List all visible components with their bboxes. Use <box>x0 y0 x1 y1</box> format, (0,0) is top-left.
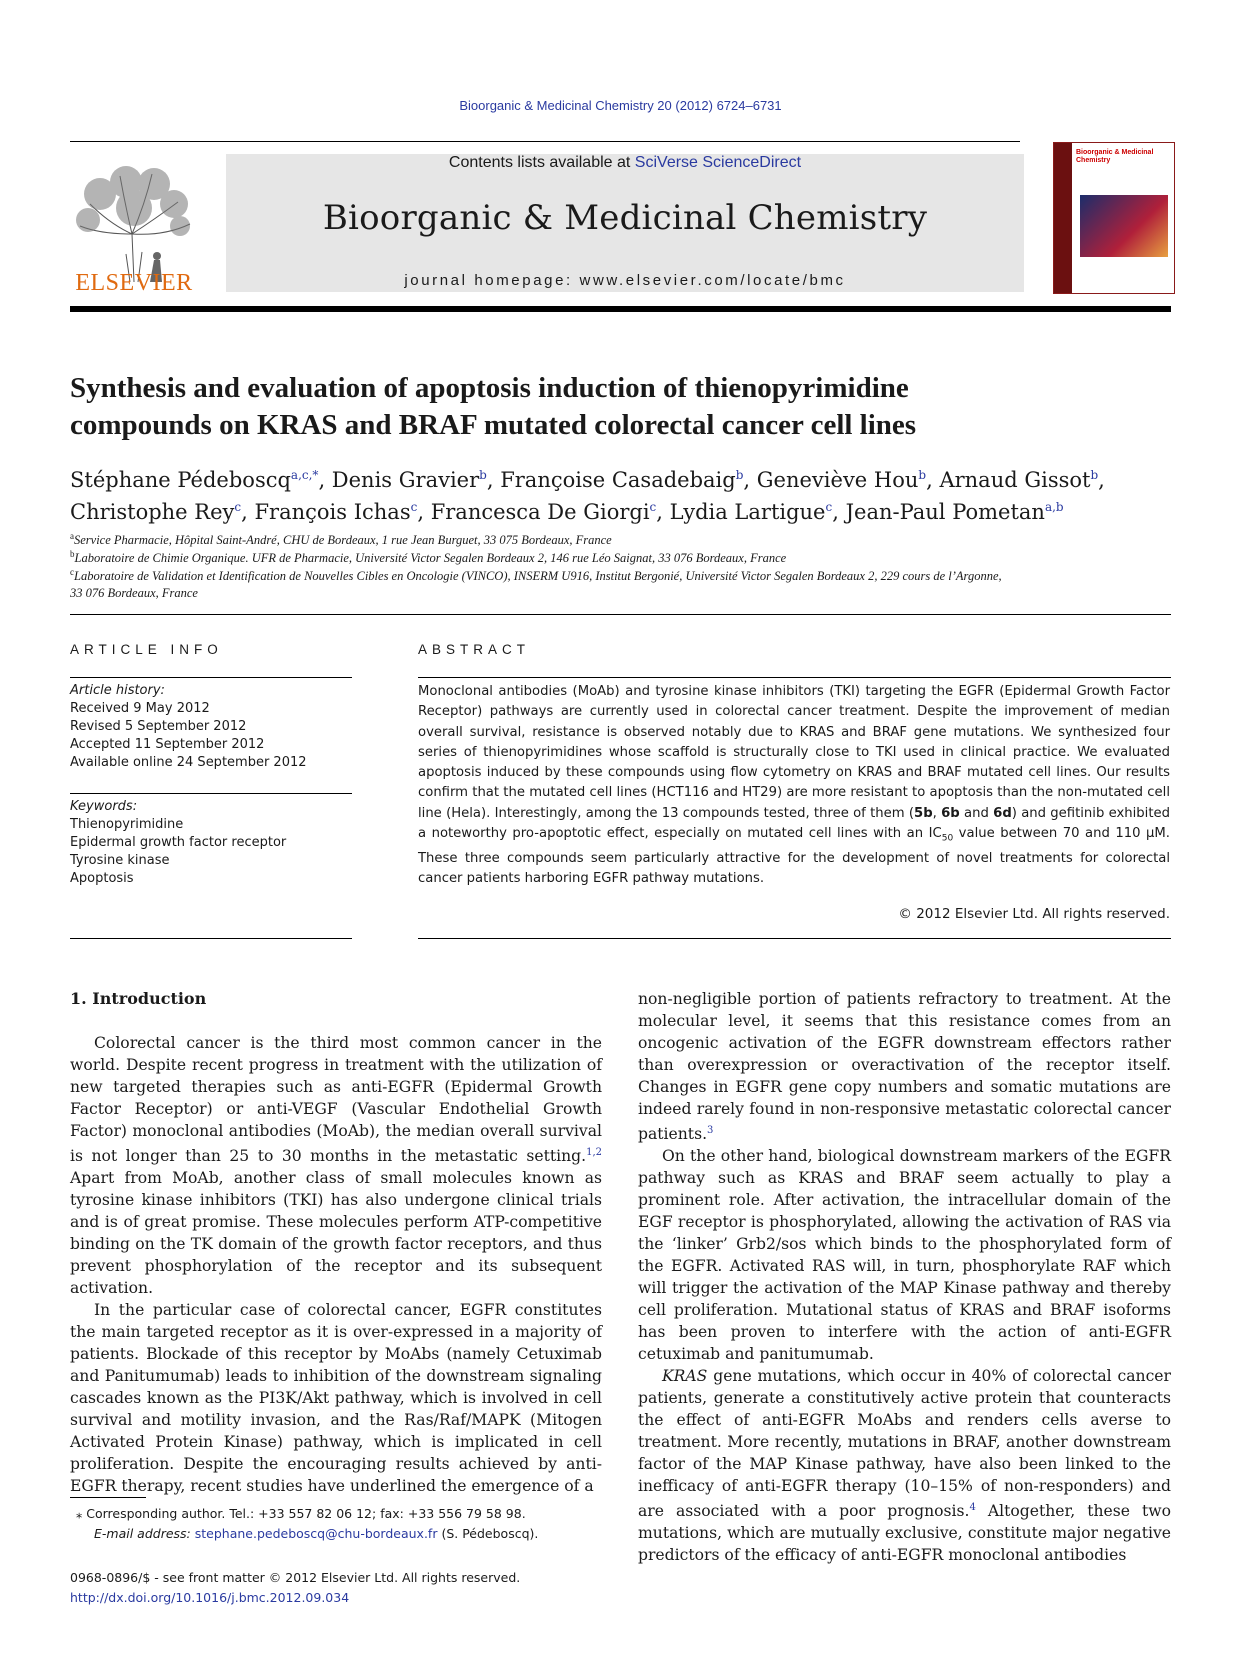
history-online: Available online 24 September 2012 <box>70 755 307 770</box>
intro-paragraph-5 <box>638 1365 1171 1566</box>
intro-left-column <box>70 1032 602 1497</box>
abstract-body <box>418 682 1170 890</box>
author-affil-sup[interactable]: a,b <box>1044 500 1064 514</box>
corresponding-author-footnote <box>76 1504 616 1544</box>
footnote-star: ⁎ <box>76 1506 83 1521</box>
header-top-rule <box>70 141 1020 142</box>
para-text: Colorectal cancer is the third most common cancer in the world. Despite recent progress in treatment with the utilization of new targeted therapies such as anti-EGFR (Epidermal Growth Factor Receptor) or anti-VEGF (Vascular Endothelial Growth Factor) monoclonal antibodies (MoAb), the median overall survival is not longer than 25 to 30 months in the metastatic setting. <box>70 1034 602 1166</box>
author-affil-sup[interactable]: c <box>825 500 833 514</box>
history-received: Received 9 May 2012 <box>70 701 210 716</box>
intro-right-column <box>638 988 1171 1566</box>
author-name[interactable]: Lydia Lartigue <box>669 500 826 524</box>
sciencedirect-link[interactable]: SciVerse ScienceDirect <box>634 154 802 171</box>
affiliation-text-cont: 33 076 Bordeaux, France <box>70 586 198 601</box>
article-info-bottom-rule <box>70 938 352 939</box>
journal-name: Bioorganic & Medicinal Chemistry <box>322 198 928 238</box>
email-suffix: (S. Pédeboscq). <box>441 1526 539 1541</box>
publisher-wordmark: ELSEVIER <box>75 270 193 296</box>
author-affil-sup[interactable]: c <box>649 500 657 514</box>
article-info-rule <box>70 677 352 678</box>
abstract-sep: , <box>932 805 942 821</box>
author-name[interactable]: Francesca De Giorgi <box>430 500 650 524</box>
author-affil-sup[interactable]: b <box>918 468 927 482</box>
email-link[interactable]: stephane.pedeboscq@chu-bordeaux.fr <box>194 1526 438 1541</box>
compound-5b: 5b <box>914 805 933 821</box>
author-name[interactable]: Denis Gravier <box>331 468 480 492</box>
gene-italic: KRAS <box>662 1367 708 1386</box>
footnote-line-2 <box>76 1524 616 1544</box>
affiliation-text: Service Pharmacie, Hôpital Saint-André, CHU de Bordeaux, 1 rue Jean Burguet, 33 075 Bordeaux, France <box>74 533 612 548</box>
author-affil-sup[interactable]: b <box>735 468 744 482</box>
keyword-item: Apoptosis <box>70 871 134 886</box>
abstract-text-1: Monoclonal antibodies (MoAb) and tyrosine kinase inhibitors (TKI) targeting the EGFR (Epidermal Growth Factor Receptor) pathways are currently used in colorectal cancer treatment. Despite the improvement of median overall survival, resistance is observed notably due to KRAS and BRAF gene mutations. We synthesized four series of thienopyrimidines whose scaffold is structurally close to TKI used in clinical practice. We evaluated apoptosis induced by these compounds using flow cytometry on KRAS and BRAF mutated cell lines. Our results confirm that the mutated cell lines (HCT116 and HT29) are more resistant to apoptosis than the non-mutated cell line (Hela). Interestingly, among the 13 compounds tested, three of them ( <box>418 684 1170 821</box>
keywords-block <box>70 798 352 888</box>
title-line-1: Synthesis and evaluation of apoptosis induction of thienopyrimidine <box>70 372 909 404</box>
keyword-item: Epidermal growth factor receptor <box>70 835 287 850</box>
affiliation-sup: b <box>70 549 75 559</box>
affiliation-c <box>70 564 1180 602</box>
banner-bottom-rule <box>70 306 1171 312</box>
contents-prefix: Contents lists available at <box>448 154 631 171</box>
affiliation-text: Laboratoire de Validation et Identification de Nouvelles Cibles en Oncologie (VINCO), INSERM U916, Institut Bergonié, Université Victor Segalen Bordeaux 2, 229 cours de l’Argonne, <box>74 569 1002 584</box>
title-line-2: compounds on KRAS and BRAF mutated colorectal cancer cell lines <box>70 409 917 441</box>
author-name[interactable]: Françoise Casadebaig <box>500 468 736 492</box>
affiliation-text: Laboratoire de Chimie Organique. UFR de Pharmacie, Université Victor Segalen Bordeaux 2, 146 rue Léo Saignat, 33 076 Bordeaux, France <box>74 551 787 566</box>
history-label: Article history: <box>70 683 165 698</box>
author-name[interactable]: Stéphane Pédeboscq <box>70 468 291 492</box>
author-affil-sup[interactable]: c <box>234 500 242 514</box>
compound-6b: 6b <box>941 805 960 821</box>
abstract-sep: and <box>959 805 994 821</box>
intro-paragraph-1 <box>70 1032 602 1299</box>
affiliations-rule <box>70 614 1171 615</box>
author-line-2: Christophe Rey$^c$, François Ichas$^c$, Francesca De Giorgi$^c$, Lydia Lartigue$^c$, Jean-Paul Pometan$^{a,b}$ <box>70 500 1064 524</box>
email-label: E-mail address: <box>94 1526 191 1541</box>
footnote-rule <box>70 1497 146 1498</box>
intro-paragraph-2: In the particular case of colorectal cancer, EGFR constitutes the main targeted receptor as it is over-expressed in a majority of patients. Blockade of this receptor by MoAbs (namely Cetuximab and Panitumumab) leads to inhibition of the downstream signaling cascades known as the PI3K/Akt pathway, which is involved in cell survival and motility invasion, and the Ras/Raf/MAPK (Mitogen Activated Protein Kinase) pathway, which is implicated in cell proliferation. Despite the encouraging results achieved by anti-EGFR therapy, recent studies have underlined the emergence of a <box>70 1301 602 1496</box>
citation-ref[interactable]: 1,2 <box>586 1147 602 1158</box>
article-info-heading: ARTICLE INFO <box>70 642 223 657</box>
cover-artwork <box>1080 195 1168 257</box>
affiliation-sup: a <box>70 531 74 541</box>
para-text: Apart from MoAb, another class of small molecules known as tyrosine kinase inhibitors (TKI) has also undergone clinical trials and is of great promise. These molecules perform ATP-competitive binding on the TK domain of the growth factor receptors, and thus prevent phosphorylation of the receptor and its subsequent activation. <box>70 1169 602 1298</box>
front-matter: 0968-0896/$ - see front matter © 2012 Elsevier Ltd. All rights reserved. <box>70 1570 521 1585</box>
para-text: non-negligible portion of patients refractory to treatment. At the molecular level, it seems that this resistance comes from an oncogenic activation of the EGFR downstream effectors rather than overexpression or overactivation of the receptor itself. Changes in EGFR gene copy numbers and somatic mutations are indeed rarely found in non-responsive metastatic colorectal cancer patients. <box>638 990 1171 1144</box>
footnote-line-1 <box>76 1504 616 1524</box>
affiliation-sup: c <box>70 567 74 577</box>
para-text: gene mutations, which occur in 40% of colorectal cancer patients, generate a constitutively active protein that counteracts the effect of anti-EGFR MoAbs and renders cells averse to treatment. More recently, mutations in BRAF, another downstream factor of the MAP Kinase pathway, have also been linked to the inefficacy of anti-EGFR therapy (10–15% of non-responders) and are associated with a poor prognosis. <box>638 1367 1171 1521</box>
author-affil-sup[interactable]: c <box>410 500 418 514</box>
footnote-corr: Corresponding author. Tel.: +33 557 82 06 12; fax: +33 556 79 58 98. <box>86 1506 526 1521</box>
cover-spine <box>1054 143 1072 293</box>
author-affil-sup[interactable]: b <box>479 468 487 482</box>
author-name[interactable]: Arnaud Gissot <box>939 468 1091 492</box>
intro-paragraph-3 <box>638 988 1171 1145</box>
author-list <box>70 462 1170 526</box>
abstract-copyright: © 2012 Elsevier Ltd. All rights reserved. <box>898 906 1170 922</box>
cover-title: Bioorganic & Medicinal Chemistry <box>1076 149 1154 164</box>
keyword-item: Tyrosine kinase <box>70 853 170 868</box>
intro-paragraph-4: On the other hand, biological downstream markers of the EGFR pathway such as KRAS and BRAF seem actually to play a prominent role. After activation, the intracellular domain of the EGF receptor is phosphorylated, allowing the activation of RAS via the ‘linker’ Grb2/sos which binds to the phosphorylated form of the EGFR. Activated RAS will, in turn, phosphorylate RAF which will trigger the activation of the MAP Kinase pathway and thereby cell proliferation. Mutational status of KRAS and BRAF isoforms has been proven to interfere with the action of anti-EGFR cetuximab and panitumumab. <box>638 1147 1171 1364</box>
author-affil-sup[interactable]: b <box>1090 468 1099 482</box>
journal-cover-thumbnail <box>1053 142 1175 294</box>
citation-ref[interactable]: 4 <box>969 1502 976 1514</box>
author-name[interactable]: François Ichas <box>254 500 411 524</box>
keyword-item: Thienopyrimidine <box>70 817 184 832</box>
history-revised: Revised 5 September 2012 <box>70 719 247 734</box>
ic50-subscript: 50 <box>941 833 954 844</box>
author-name[interactable]: Christophe Rey <box>70 500 235 524</box>
journal-reference[interactable]: Bioorganic & Medicinal Chemistry 20 (2012) 6724–6731 <box>459 98 782 113</box>
abstract-rule <box>418 677 1171 678</box>
author-line-1: Stéphane Pédeboscq$^{a,c,*}$, Denis Gravier$^b$, Françoise Casadebaig$^b$, Geneviève Hou$^b$, Arnaud Gissot$^b$, <box>70 468 1105 492</box>
para-text: Altogether, these two mutations, which are mutually exclusive, constitute major negative predictors of the efficacy of anti-EGFR monoclonal antibodies <box>638 1502 1171 1565</box>
contents-line <box>226 154 1024 172</box>
journal-homepage[interactable]: journal homepage: www.elsevier.com/locate/bmc <box>404 272 846 289</box>
abstract-bottom-rule <box>418 938 1171 939</box>
author-affil-sup[interactable]: a,c,* <box>290 468 319 482</box>
author-name[interactable]: Geneviève Hou <box>756 468 919 492</box>
keywords-label: Keywords: <box>70 799 138 814</box>
citation-ref[interactable]: 3 <box>707 1125 714 1136</box>
article-title <box>70 370 1170 444</box>
doi-link[interactable]: http://dx.doi.org/10.1016/j.bmc.2012.09.034 <box>70 1590 350 1605</box>
author-name[interactable]: Jean-Paul Pometan <box>845 500 1045 524</box>
compound-6d: 6d <box>993 805 1012 821</box>
abstract-heading: ABSTRACT <box>418 642 531 657</box>
abstract-text-3: value between 70 and 110 μM. These three compounds seem particularly attractive for the development of novel treatments for colorectal cancer patients harboring EGFR pathway mutations. <box>418 826 1170 887</box>
section-heading-introduction: 1. Introduction <box>70 989 207 1008</box>
abstract-text-2: ) and gefitinib exhibited a noteworthy pro-apoptotic effect, especially on mutated cell lines with an IC <box>418 805 1170 842</box>
keywords-rule <box>70 793 352 794</box>
article-history <box>70 682 352 772</box>
history-accepted: Accepted 11 September 2012 <box>70 737 265 752</box>
